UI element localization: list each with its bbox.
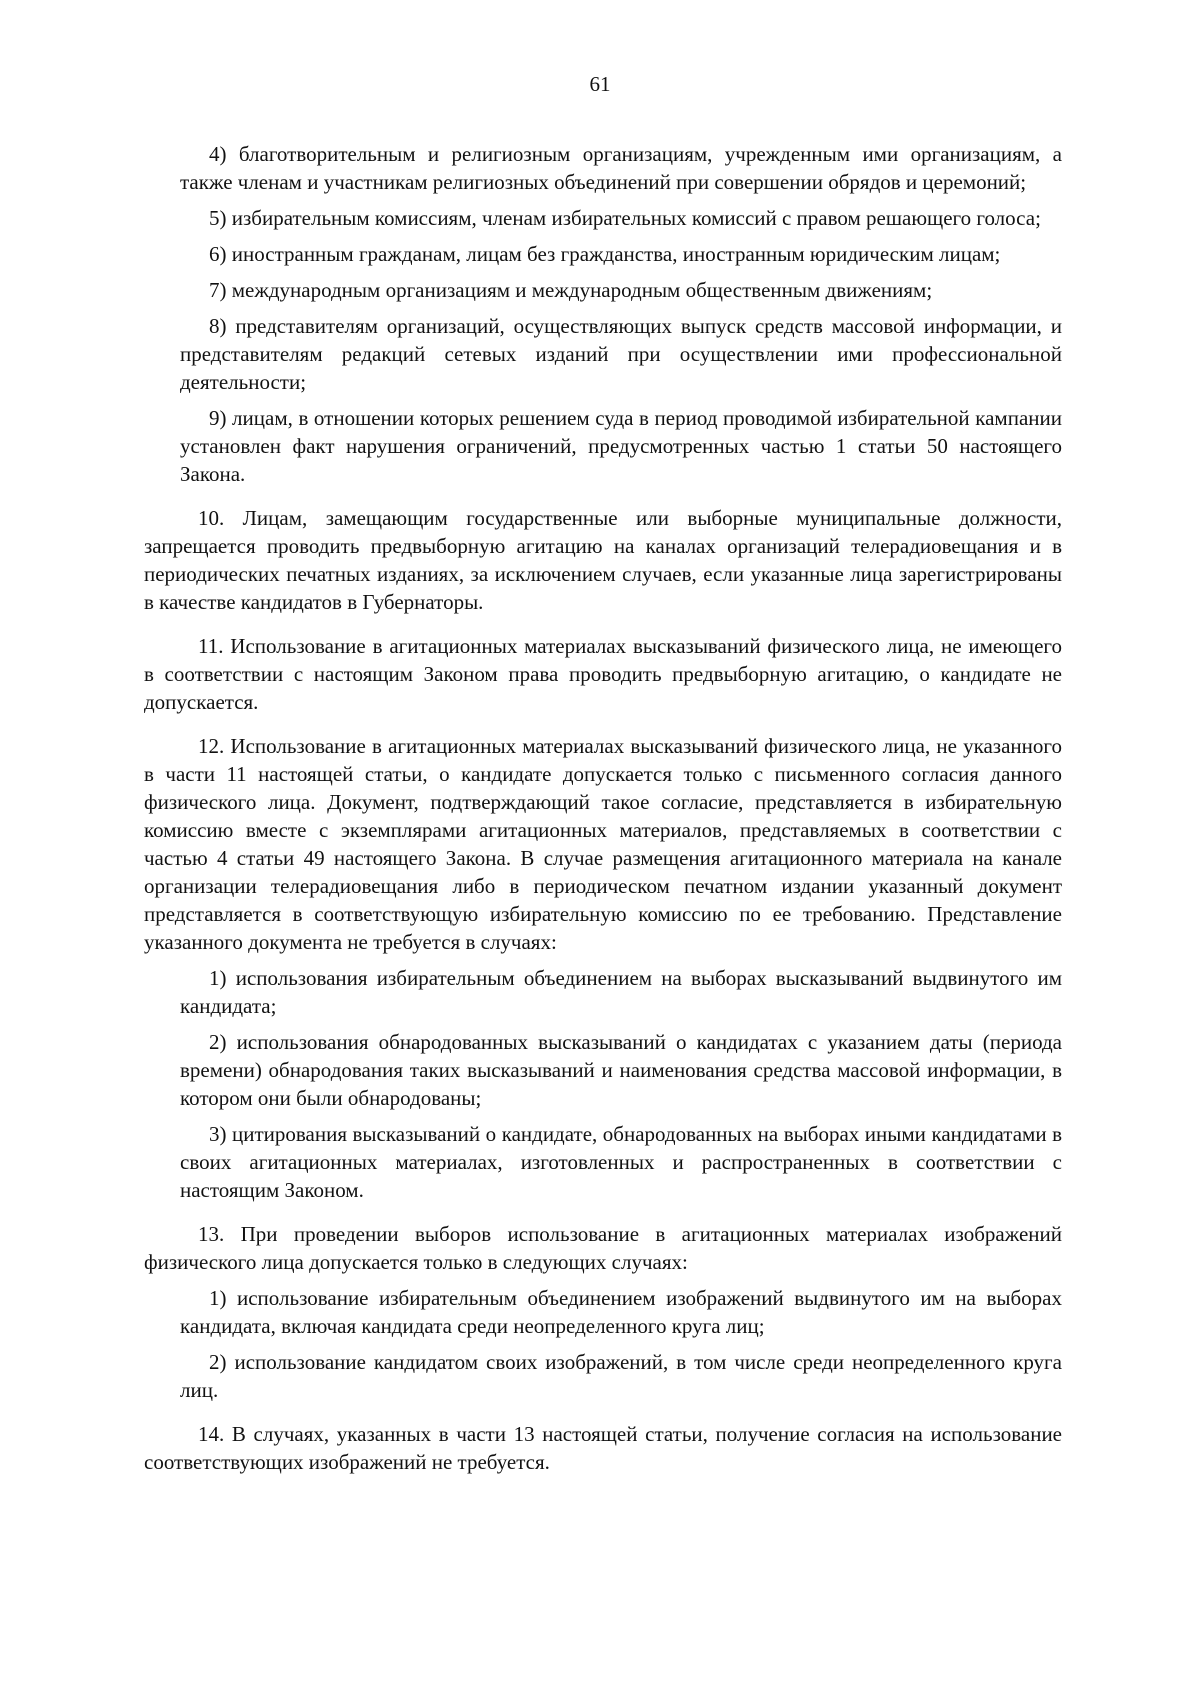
paragraph-12-item-1: 1) использования избирательным объединением на выборах высказываний выдвинутого им кандидата; bbox=[180, 966, 1062, 1018]
list-item-7: 7) международным организациям и международным общественным движениям; bbox=[209, 278, 933, 302]
list-item-8: 8) представителям организаций, осуществляющих выпуск средств массовой информации, и представителям редакций сетевых изданий при осуществлении ими профессиональной деятельности; bbox=[180, 314, 1062, 394]
page-number: 61 bbox=[589, 72, 611, 96]
document-body bbox=[144, 140, 1062, 1484]
paragraph-12-item-3: 3) цитирования высказываний о кандидате, обнародованных на выборах иными кандидатами в своих агитационных материалах, изготовленных и распространенных в соответствии с настоящим Законом. bbox=[180, 1122, 1062, 1202]
paragraph-14: 14. В случаях, указанных в части 13 настоящей статьи, получение согласия на использование соответствующих изображений не требуется. bbox=[144, 1422, 1062, 1474]
list-item-5: 5) избирательным комиссиям, членам избирательных комиссий с правом решающего голоса; bbox=[209, 206, 1041, 230]
list-item-9: 9) лицам, в отношении которых решением суда в период проводимой избирательной кампании установлен факт нарушения ограничений, предусмотренных частью 1 статьи 50 настоящего Закона. bbox=[180, 406, 1062, 486]
list-item-4: 4) благотворительным и религиозным организациям, учрежденным ими организациям, а также членам и участникам религиозных объединений при совершении обрядов и церемоний; bbox=[180, 142, 1062, 194]
paragraph-12-item-2: 2) использования обнародованных высказываний о кандидатах с указанием даты (периода времени) обнародования таких высказываний и наименования средства массовой информации, в котором они были обнародованы; bbox=[180, 1030, 1062, 1110]
paragraph-11: 11. Использование в агитационных материалах высказываний физического лица, не имеющего в соответствии с настоящим Законом права проводить предвыборную агитацию, о кандидате не допускается. bbox=[144, 634, 1062, 714]
list-item-6: 6) иностранным гражданам, лицам без гражданства, иностранным юридическим лицам; bbox=[209, 242, 1001, 266]
paragraph-13-item-1: 1) использование избирательным объединением изображений выдвинутого им на выборах кандидата, включая кандидата среди неопределенного круга лиц; bbox=[180, 1286, 1062, 1338]
paragraph-13-item-2: 2) использование кандидатом своих изображений, в том числе среди неопределенного круга лиц. bbox=[180, 1350, 1062, 1402]
paragraph-10: 10. Лицам, замещающим государственные или выборные муниципальные должности, запрещается проводить предвыборную агитацию на каналах организаций телерадиовещания и в периодических печатных изданиях, за исключением случаев, если указанные лица зарегистрированы в качестве кандидатов в Губернаторы. bbox=[144, 506, 1062, 614]
paragraph-13: 13. При проведении выборов использование в агитационных материалах изображений физического лица допускается только в следующих случаях: bbox=[144, 1222, 1062, 1274]
paragraph-12: 12. Использование в агитационных материалах высказываний физического лица, не указанного в части 11 настоящей статьи, о кандидате допускается только с письменного согласия данного физического лица. Документ, подтверждающий такое согласие, представляется в избирательную комиссию вместе с экземплярами агитационных материалов, представляемых в соответствии с частью 4 статьи 49 настоящего Закона. В случае размещения агитационного материала на канале организации телерадиовещания либо в периодическом печатном издании указанный документ представляется в соответствующую избирательную комиссию по ее требованию. Представление указанного документа не требуется в случаях: bbox=[144, 734, 1062, 954]
